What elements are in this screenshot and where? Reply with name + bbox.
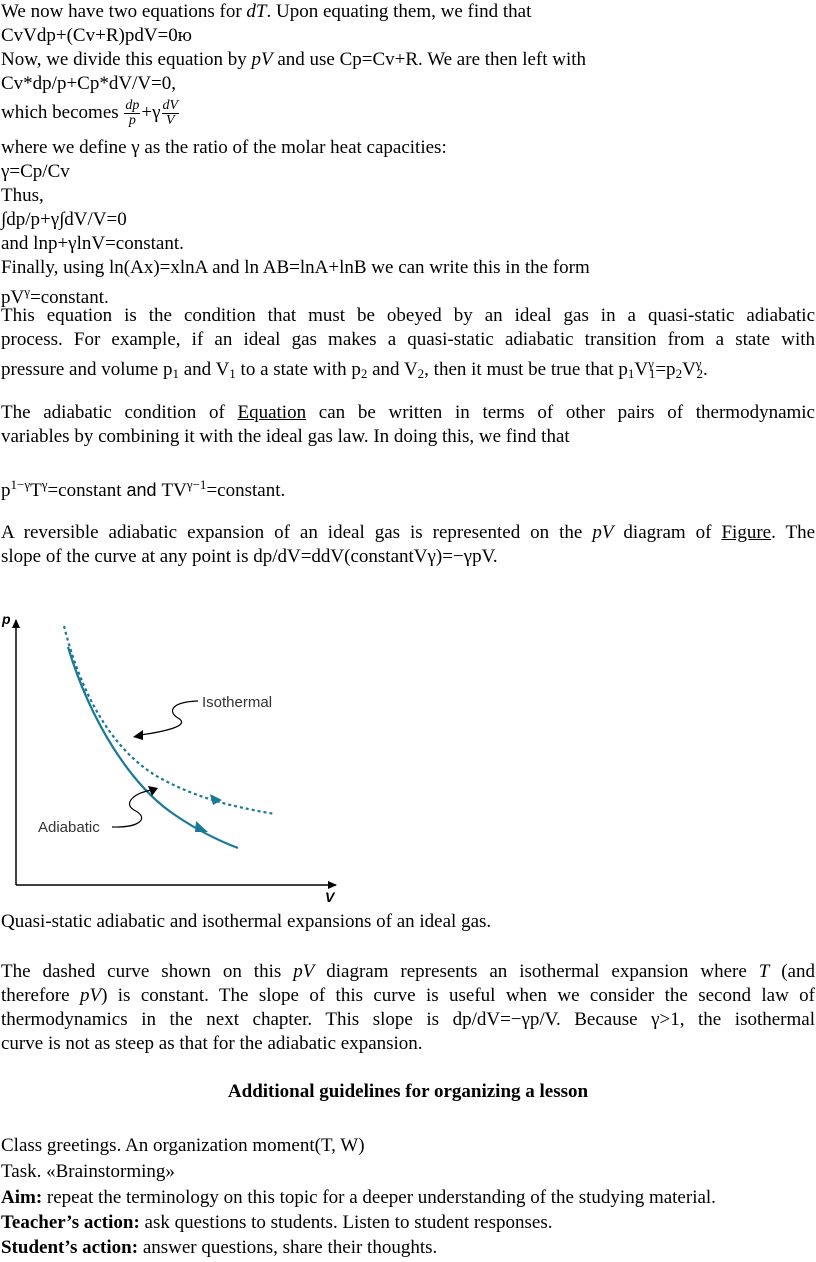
paragraph-line: thermodynamics in the next chapter. This slope is dp/dV=−γp/V. Because γ>1, the isothermal [1, 1009, 815, 1030]
paragraph-line: variables by combining it with the ideal gas law. In doing this, we find that [1, 426, 570, 447]
paragraph-line: slope of the curve at any point is dp/dV=ddV(constantVγ)=−γpV. [1, 546, 498, 567]
text-line: Task. «Brainstorming» [1, 1161, 175, 1182]
equation-line: which becomes $\frac{dp}{p}$ +γ $\frac{dV}{V}$ [1, 98, 179, 129]
equation-line: Cv*dp/p+Cp*dV/V=0, [1, 73, 177, 94]
text-line: and lnp+γlnV=constant. [1, 233, 184, 254]
fraction: $\frac{dp}{p}$ [125, 98, 140, 129]
text-line: Student’s action: answer questions, share their thoughts. [1, 1237, 438, 1258]
equation-link[interactable]: Equation [237, 402, 307, 423]
isothermal-label: Isothermal [202, 694, 273, 711]
adiabatic-curve [68, 647, 238, 848]
text-line: where we define γ as the ratio of the molar heat capacities: [1, 137, 447, 158]
x-axis-label: V [325, 889, 335, 905]
equation-line: γ=Cp/Cv [1, 161, 70, 182]
paragraph-line: A reversible adiabatic expansion of an ideal gas is represented on the pV diagram of Figure. The [1, 522, 815, 543]
equation-line: $p^{1-\gamma}T^\gamma=constant$ and $TV^{\gamma-1}=constant$. [1, 477, 286, 501]
figure-link[interactable]: Figure [721, 522, 772, 543]
paragraph-line: curve is not as steep as that for the adiabatic expansion. [1, 1033, 423, 1054]
equation-line: CvVdp+(Cv+R)pdV=0ю [1, 25, 192, 46]
text-line: Now, we divide this equation by pV and use Cp=Cv+R. We are then left with [1, 49, 587, 70]
figure-caption: Quasi-static adiabatic and isothermal expansions of an ideal gas. [1, 911, 492, 932]
adiabatic-arrow-icon [195, 821, 208, 832]
paragraph-line: This equation is the condition that must be obeyed by an ideal gas in a quasi-static adiabatic [1, 305, 815, 326]
adiabatic-label: Adiabatic [38, 819, 100, 836]
pv-diagram [0, 600, 360, 905]
text-line: Aim: repeat the terminology on this topic for a deeper understanding of the studying material. [1, 1187, 716, 1208]
paragraph-line: The adiabatic condition of Equation can be written in terms of other pairs of thermodynamic [1, 402, 815, 423]
section-heading: Additional guidelines for organizing a lesson [227, 1081, 589, 1102]
equation-line: ∫dp/p+γ∫dV/V=0 [1, 209, 127, 230]
text-line: Thus, [1, 185, 44, 206]
paragraph-line: therefore pV) is constant. The slope of this curve is useful when we consider the second law of [1, 985, 816, 1006]
text-line: Finally, using ln(Ax)=xlnA and ln AB=lnA+lnB we can write this in the form [1, 257, 590, 278]
text-line: Teacher’s action: ask questions to students. Listen to student responses. [1, 1212, 553, 1233]
equation-line: $pV^\gamma=constant$. [1, 284, 109, 308]
text-line: Class greetings. An organization moment(T, W) [1, 1135, 365, 1156]
paragraph-line: pressure and volume $p_1$ and $V_1$ to a state with $p_2$ and $V_2$, then it must be true that $p_1V^\gamma_1=p_2V^\gamma_2$. [1, 356, 708, 381]
isothermal-arrow-icon [210, 794, 222, 805]
isothermal-curve [64, 626, 275, 814]
isothermal-pointer [133, 701, 198, 740]
fraction: $\frac{dV}{V}$ [162, 98, 179, 129]
y-axis-label: p [2, 611, 11, 627]
paragraph-line: The dashed curve shown on this pV diagram represents an isothermal expansion where T (and [1, 961, 815, 982]
text-line: We now have two equations for dT. Upon equating them, we find that [1, 1, 532, 22]
adiabatic-pointer [112, 786, 158, 827]
paragraph-line: process. For example, if an ideal gas makes a quasi-static adiabatic transition from a state with [1, 329, 815, 350]
